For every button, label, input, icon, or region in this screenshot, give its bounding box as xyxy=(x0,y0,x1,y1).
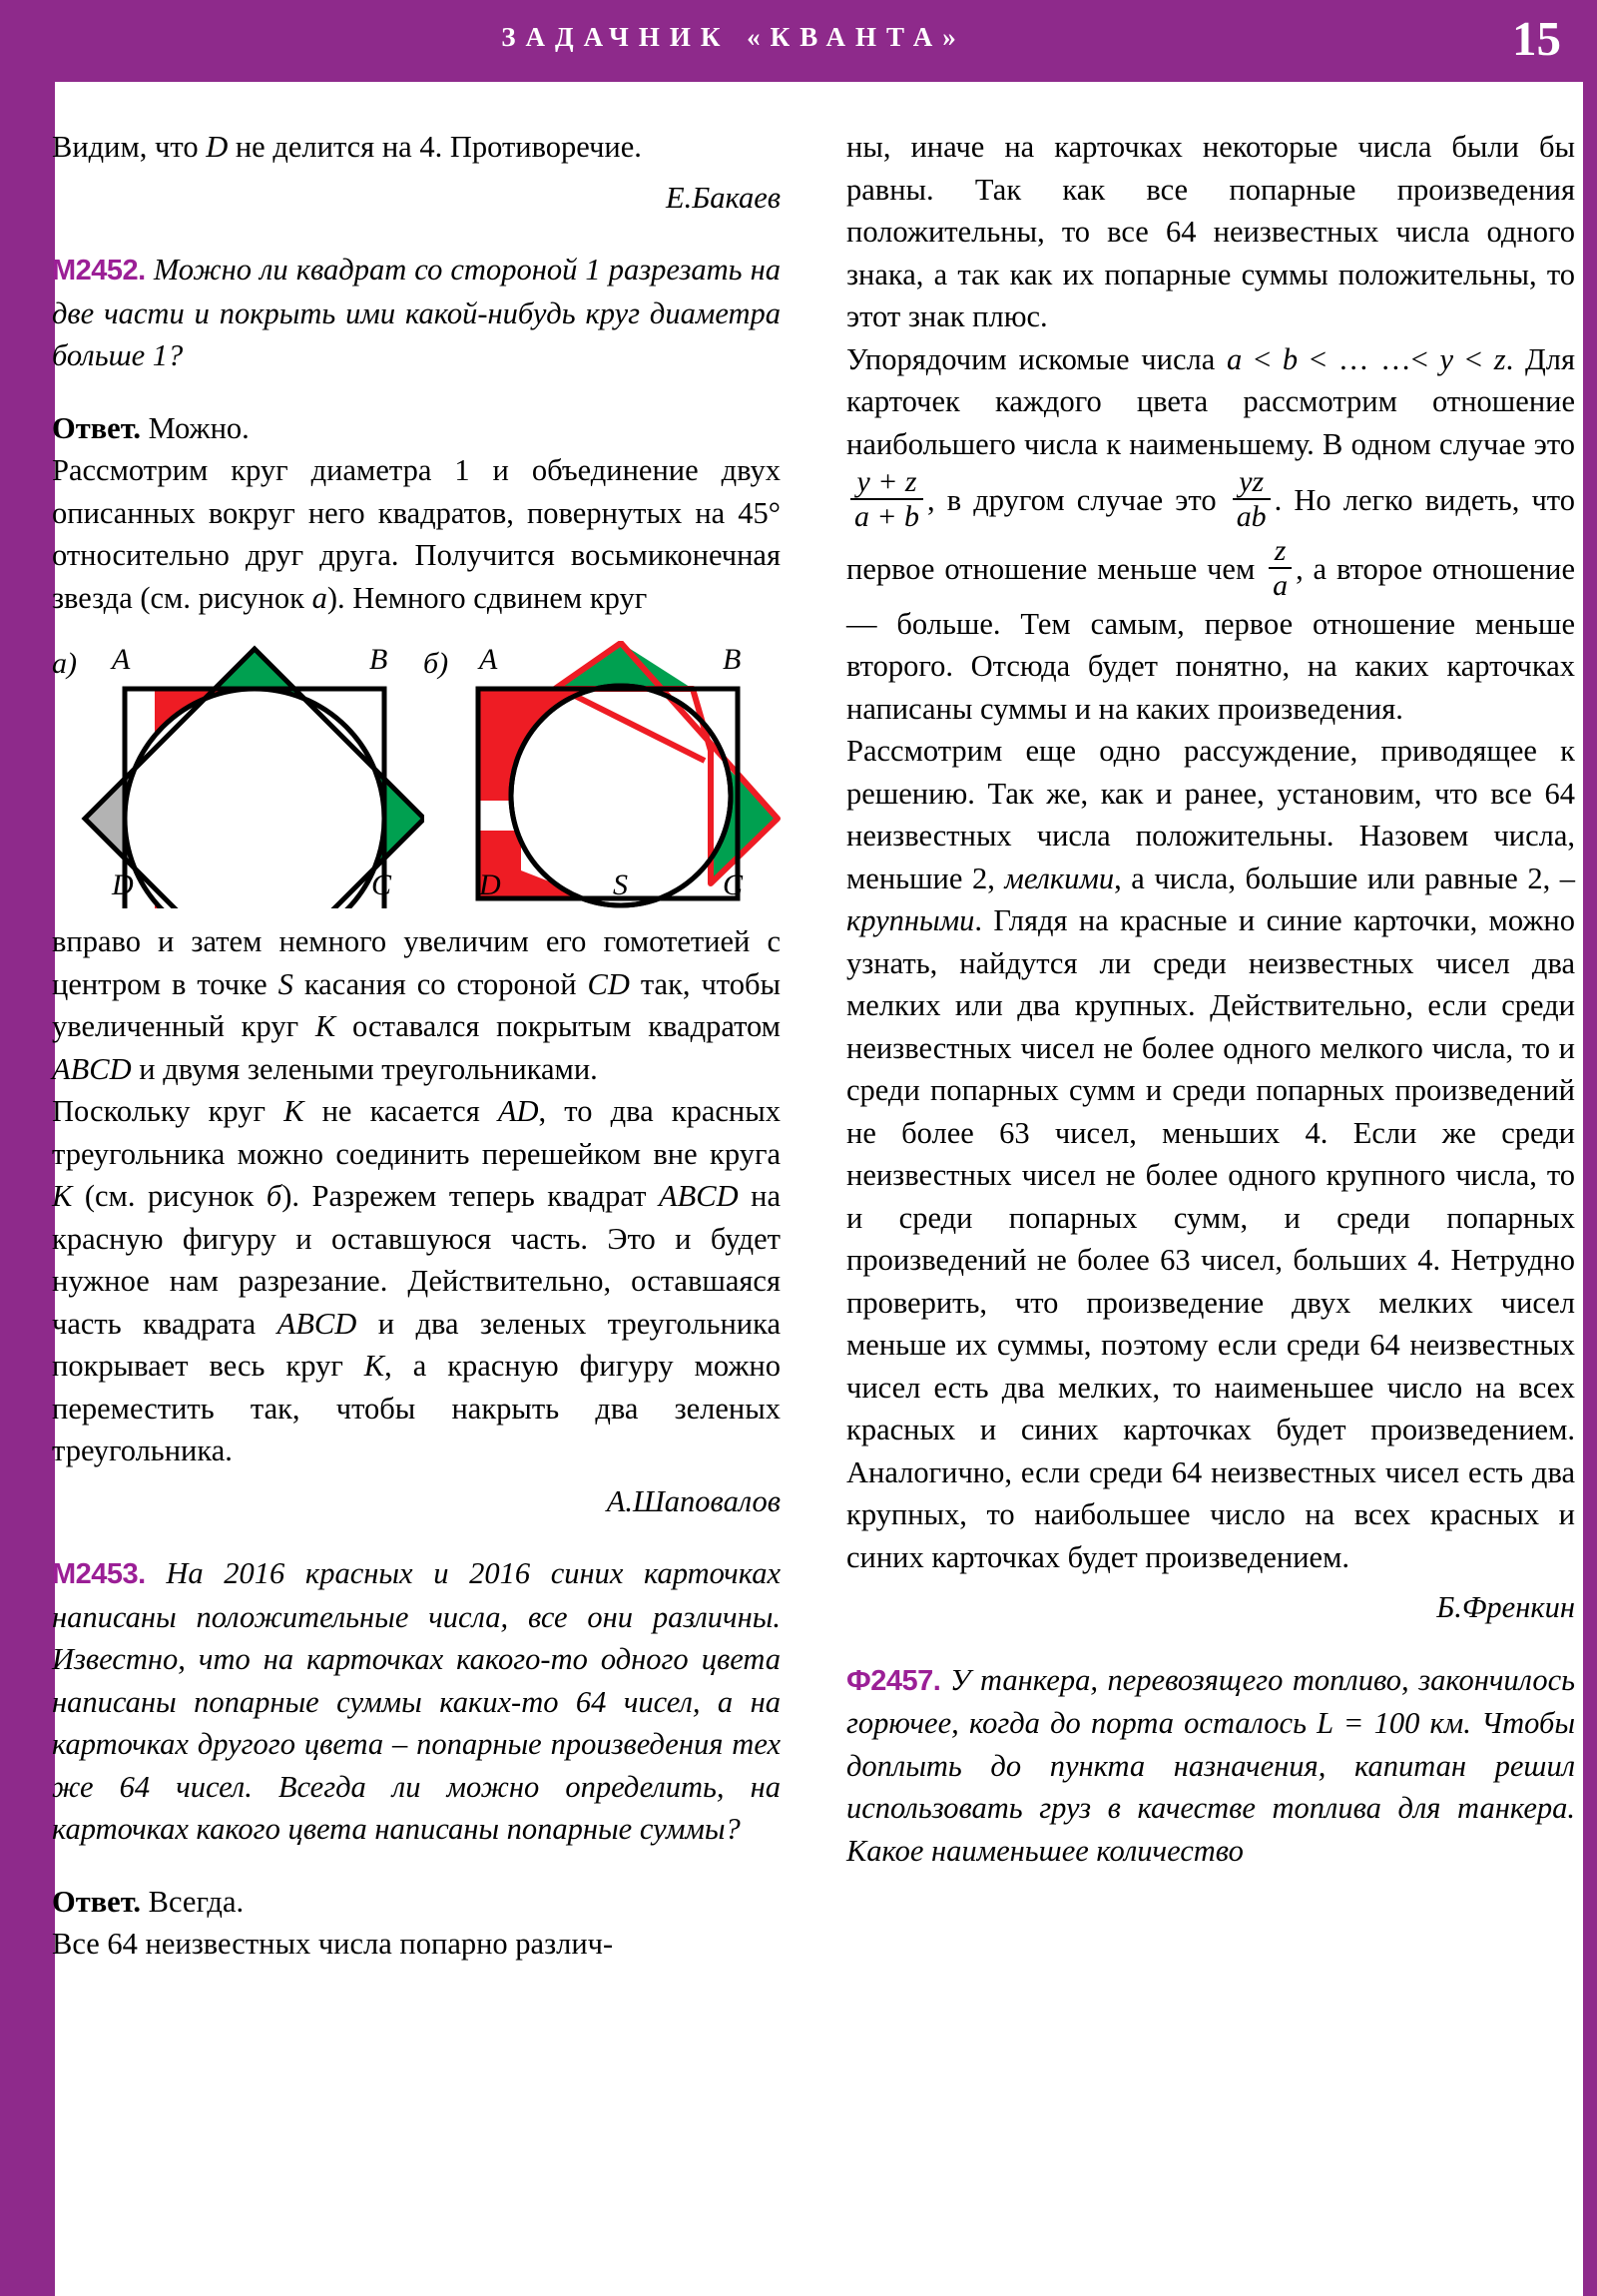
figure-b-label-B: B xyxy=(723,643,742,676)
solution-paragraph-2: вправо и затем немного увеличим его гомотетией с центром в точке S касания со стороной CD так, чтобы увеличенный круг K оставался покрытым квадратом ABCD и двумя зелеными треугольниками. xyxy=(52,924,781,1086)
solution-paragraph-1: Рассмотрим круг диаметра 1 и объединение двух описанных вокруг него квадратов, повернутых на 45° относительно друг друга. Получится восьмиконечная звезда (см. рисунок а). Немного сдвинем круг xyxy=(52,453,781,615)
page-edge-right-strip xyxy=(1583,0,1597,2296)
problem-m2452 xyxy=(52,249,781,377)
right-text-column xyxy=(846,126,1575,1872)
fraction-2-numerator: yz xyxy=(1239,465,1265,498)
fraction-y-plus-z-over-a-plus-b xyxy=(850,465,923,534)
problem-number-m2453: M2453. xyxy=(52,1558,146,1590)
problem-number-m2452: M2452. xyxy=(52,255,146,287)
figure-a-label-B: B xyxy=(369,643,388,676)
problem-statement-m2453: На 2016 красных и 2016 синих карточках написаны положительные числа, все они различны. Известно, что на карточках какого-то одного цвета написаны попарные суммы каких-то 64 чисел, а на карточках другого цвета – попарные произведения тех же 64 чисел. Всегда ли можно определить, на карточках какого цвета написаны попарные суммы? xyxy=(52,1556,781,1846)
problem-statement-m2452: Можно ли квадрат со стороной 1 разрезать на две части и покрыть ими какой-нибудь круг диаметра больше 1? xyxy=(52,253,782,372)
author-attribution-bakaev: Е.Бакаев xyxy=(665,180,781,215)
italic-term-krupnymi: крупными xyxy=(846,903,975,938)
running-header-title: ЗАДАЧНИК «КВАНТА» xyxy=(501,22,966,52)
solution-m2453-tail: Все 64 неизвестных числа попарно различ- xyxy=(52,1927,614,1961)
italic-term-melkimi: мелкими xyxy=(1004,861,1115,895)
right-paragraph-second-argument: Рассмотрим еще одно рассуждение, приводящее к решению. Так же, как и ранее, установим, что все 64 неизвестных числа положительны. Назовем числа, меньшие 2, мелкими, а числа, большие или равные 2, – крупными. Глядя на красные и синие карточки, можно узнать, найдутся ли среди неизвестных чисел два мелких или два крупных. Действительно, если среди неизвестных чисел не более одного мелкого числа, то и среди попарных сумм и среди попарных произведений не более 63 чисел, меньших 4. Если же среди неизвестных чисел не более одного крупного числа, то и среди попарных сумм, и среди попарных произведений не более 63 чисел, больших 4. Нетрудно проверить, что произведение двух мелких чисел меньше их суммы, поэтому если среди 64 неизвестных чисел есть два мелких, то наименьшее число на всех красных и синих карточках будет произведением. Аналогично, если среди 64 неизвестных чисел есть два крупных, то наибольшее число на всех красных и синих карточках будет произведением. xyxy=(846,734,1575,1574)
solution-paragraph-3: Поскольку круг K не касается AD, то два красных треугольника можно соединить перешейком вне круга K (см. рисунок б). Разрежем теперь квадрат ABCD на красную фигуру и оставшуюся часть. Это и будет нужное нам разрезание. Действительно, оставшаяся часть квадрата ABCD и два зеленых треугольника покрывает весь круг K, а красную фигуру можно переместить так, чтобы накрыть два зеленых треугольника. xyxy=(52,1094,782,1467)
figure-a-label-C: C xyxy=(371,868,392,901)
page-number: 15 xyxy=(1512,11,1561,66)
fraction-2-denominator: ab xyxy=(1233,498,1271,533)
figure-a-label-A: A xyxy=(112,643,131,676)
problem-m2453 xyxy=(52,1552,781,1851)
running-header-band xyxy=(0,0,1597,82)
figure-b-label-A: A xyxy=(479,643,498,676)
figure-b-label-S: S xyxy=(613,868,628,901)
paragraph-continued-from-previous-page: Видим, что D не делится на 4. Противоречие. xyxy=(52,130,642,164)
answer-line-m2453 xyxy=(52,1881,781,1924)
answer-value-2: Всегда. xyxy=(148,1884,245,1919)
author-attribution-shapovalov: А.Шаповалов xyxy=(606,1483,781,1518)
fraction-3-denominator: a xyxy=(1269,567,1292,602)
answer-label: Ответ. xyxy=(52,410,142,445)
right-paragraph-continued: ны, иначе на карточках некоторые числа были бы равны. Так как все попарные произведения положительны, то все 64 неизвестных числа одного знака, а так как их попарные суммы положительны, то этот знак плюс. xyxy=(846,130,1575,333)
fraction-1-denominator: a + b xyxy=(850,498,923,533)
fraction-z-over-a xyxy=(1269,534,1292,603)
figure-a-caption: а) xyxy=(52,647,77,680)
author-attribution-frenkin: Б.Френкин xyxy=(1436,1590,1575,1625)
left-text-column xyxy=(52,126,781,1966)
figure-b-caption: б) xyxy=(423,647,449,680)
figure-a-label-D: D xyxy=(112,868,134,901)
figure-b-label-D: D xyxy=(479,868,501,901)
problem-f2457 xyxy=(846,1659,1575,1873)
problem-statement-f2457: У танкера, перевозящего топливо, закончилось горючее, когда до порта осталось L = 100 км. Чтобы доплыть до пункта назначения, капитан решил использовать груз в качестве топлива для танкера. Какое наименьшее количество xyxy=(846,1662,1576,1868)
answer-line-m2452 xyxy=(52,407,781,450)
right-paragraph-ordering: Упорядочим искомые числа a < b < … …< y < z. Для карточек каждого цвета рассмотрим отношение наибольшего числа к наименьшему. В одном случае это $\frac{y + z}{a + b}$ , в другом случае это $\frac{yz}{ab}$ . Но легко видеть, что первое отношение меньше чем $\frac{z}{a}$ , а второе отношение — больше. Тем самым, первое отношение меньше второго. Отсюда будет понятно, на каких карточках написаны суммы и на каких произведения. xyxy=(846,341,1576,726)
answer-value: Можно. xyxy=(148,410,250,445)
fraction-1-numerator: y + z xyxy=(856,465,917,498)
answer-label-2: Ответ. xyxy=(52,1884,142,1919)
problem-number-f2457: Ф2457. xyxy=(846,1664,941,1697)
fraction-yz-over-ab xyxy=(1233,465,1271,534)
figure-b-label-C: C xyxy=(723,868,744,901)
figure-pair-a-b xyxy=(52,641,781,908)
fraction-3-numerator: z xyxy=(1274,533,1287,567)
